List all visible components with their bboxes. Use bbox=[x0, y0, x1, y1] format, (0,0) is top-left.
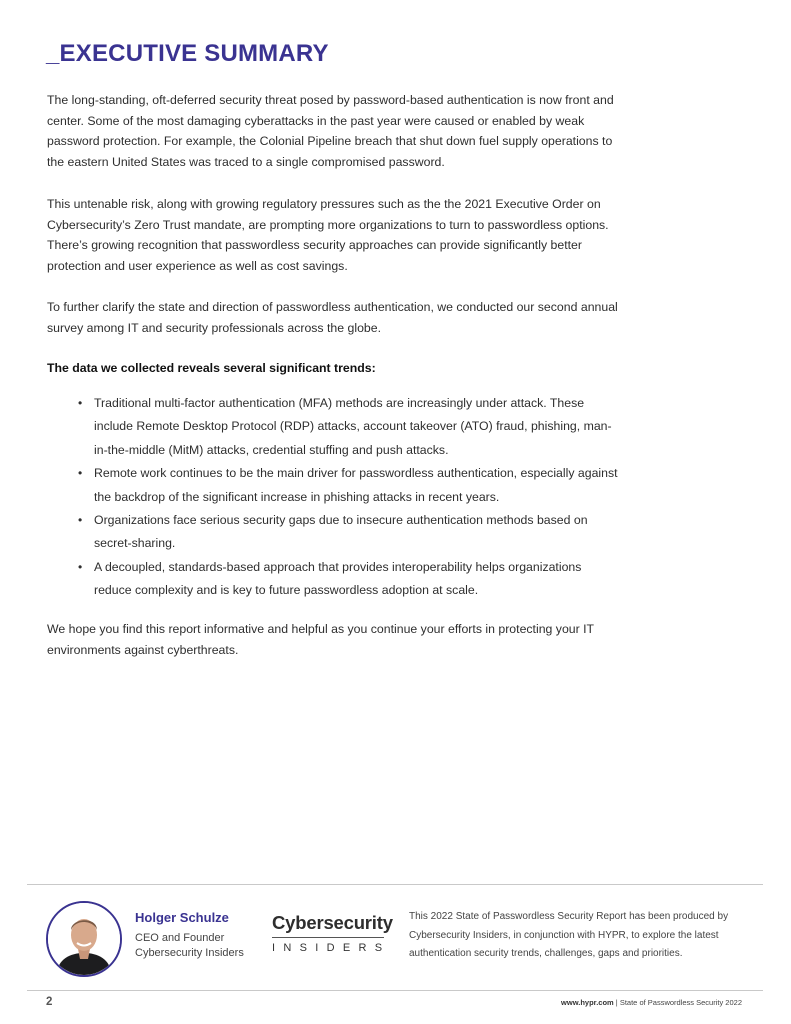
footer-divider-top bbox=[27, 884, 763, 885]
list-item bbox=[78, 462, 618, 509]
footer-credit bbox=[561, 998, 742, 1007]
bullet-icon: • bbox=[78, 396, 83, 410]
closing-paragraph: We hope you find this report informative and helpful as you continue your efforts in protecting your IT environments against cyberthreats. bbox=[47, 622, 594, 657]
author-company: Cybersecurity Insiders bbox=[135, 946, 244, 959]
logo-wordmark-bottom: INSIDERS bbox=[272, 942, 391, 954]
page-title: _EXECUTIVE SUMMARY bbox=[46, 40, 329, 67]
list-item-text: Remote work continues to be the main driver for passwordless authentication, especially against the backdrop of the significant increase in phishing attacks in recent years. bbox=[94, 466, 618, 504]
footer-report-title: State of Passwordless Security 2022 bbox=[619, 998, 742, 1007]
regulatory-paragraph: This untenable risk, along with growing regulatory pressures such as the the 2021 Executive Order on Cybersecurity’s Zero Trust mandate, are prompting more organizations to turn to passwordless options. There’s growing recognition that passwordless security approaches can provide significantly better protection and user experience as well as cost savings. bbox=[47, 197, 609, 274]
list-item-text: A decoupled, standards-based approach that provides interoperability helps organizations reduce complexity and is key to future passwordless adoption at scale. bbox=[94, 559, 582, 598]
logo-wordmark-top: Cybersecurity bbox=[272, 912, 393, 933]
list-item-text: Traditional multi-factor authentication (MFA) methods are increasingly under attack. These include Remote Desktop Protocol (RDP) attacks, account takeover (ATO) fraud, phishing, man-in-the-middle (MitM) attacks, credential stuffing and push attacks. bbox=[94, 396, 612, 457]
footer-site-link[interactable]: www.hypr.com bbox=[561, 998, 614, 1007]
list-item bbox=[78, 392, 618, 462]
logo-divider bbox=[272, 937, 384, 938]
author-title: CEO and Founder bbox=[135, 932, 225, 944]
intro-paragraph: The long-standing, oft-deferred security threat posed by password-based authentication is now front and center. Some of the most damaging cyberattacks in the past year were caused or enabled by weak password protection. For example, the Colonial Pipeline breach that shut down fuel supply operations to the eastern United States was traced to a single compromised password. bbox=[47, 93, 614, 170]
list-item bbox=[78, 509, 618, 556]
bullet-icon: • bbox=[78, 513, 83, 528]
list-item-text: Organizations face serious security gaps due to insecure authentication methods based on secret-sharing. bbox=[94, 513, 588, 551]
survey-paragraph: To further clarify the state and direction of passwordless authentication, we conducted our second annual survey among IT and security professionals across the globe. bbox=[47, 300, 618, 335]
author-role bbox=[135, 931, 244, 960]
footer-separator: | bbox=[615, 998, 618, 1007]
author-name: Holger Schulze bbox=[135, 910, 229, 925]
trends-heading: The data we collected reveals several significant trends: bbox=[47, 361, 376, 375]
cybersecurity-insiders-logo bbox=[272, 912, 393, 954]
bullet-icon: • bbox=[78, 559, 83, 574]
page-number: 2 bbox=[46, 996, 53, 1008]
bullet-icon: • bbox=[78, 466, 83, 481]
author-portrait-icon bbox=[48, 903, 120, 975]
list-item bbox=[78, 556, 618, 603]
footer-divider-bottom bbox=[27, 990, 763, 991]
trends-list bbox=[78, 392, 618, 603]
report-note: This 2022 State of Passwordless Security Report has been produced by Cybersecurity Insiders, in conjunction with HYPR, to explore the latest authentication security trends, challenges, gaps and priorities. bbox=[409, 911, 729, 959]
author-avatar bbox=[46, 901, 122, 977]
